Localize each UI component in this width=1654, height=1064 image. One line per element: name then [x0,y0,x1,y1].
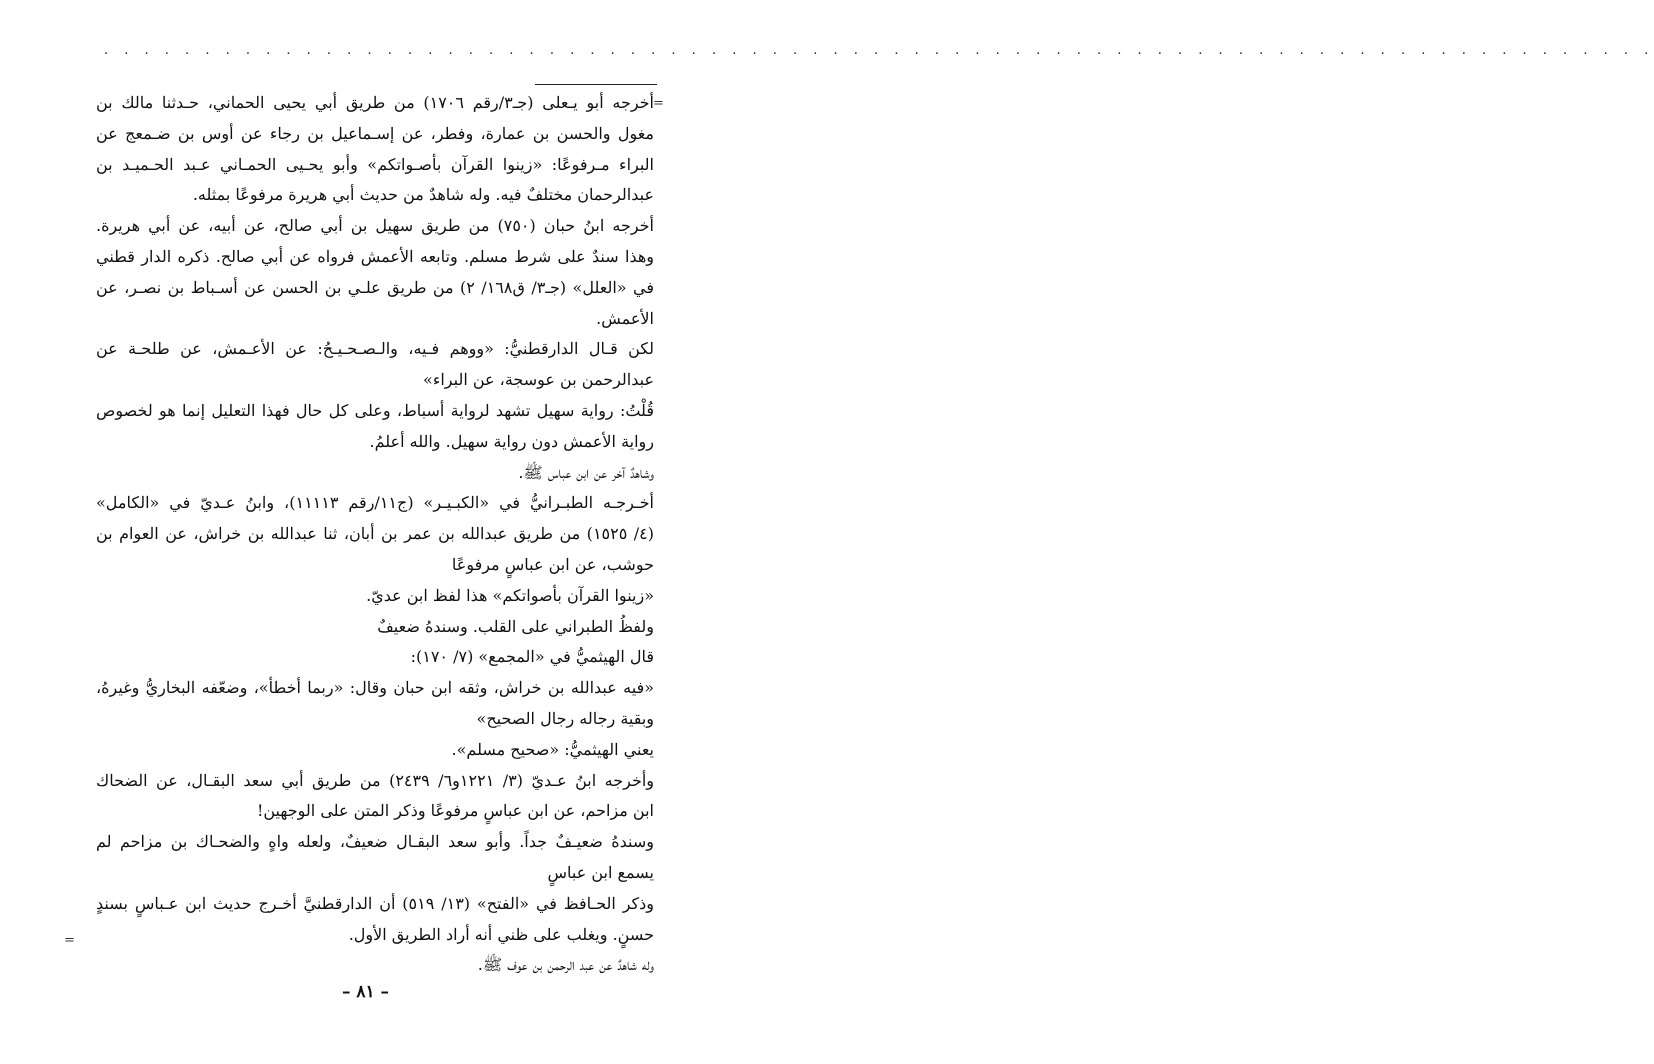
page-body-text [96,88,654,981]
text-line: حسنٍ. ويغلب على ظني أنه أراد الطريق الأول. [348,924,654,944]
text-line: حوشب، عن ابن عباسٍ مرفوعًا [451,554,654,574]
text-line: وأخرجه ابنُ عـديّ (٣/ ١٢٢١و٦/ ٢٤٣٩) من طريق أبي سعد البقـال، عن الضحاك [96,770,655,790]
text-line: في «العلل» (جـ٣/ ق١٦٨/ ٢) من طريق علـي بن الحسن عن أسـباط بن نصـر، عن [96,277,654,297]
header-dotted-rule: . . . . . . . . . . . . . . . . . . . . . . . . . . . . . . . . . . . . . . . . . . . . . . . . . . . . . . . . . . . . . . . . . . . . . . . . . . . . . [104,43,1654,58]
text-line: وذكر الحـافظ في «الفتح» (١٣/ ٥١٩) أن الدارقطنيَّ أخـرج حديث ابن عـباسٍ بسندٍ [96,893,655,913]
text-line: لكن قـال الدارقطنيُّ: «ووهم فـيه، والـصـحـيـحُ: عن الأعـمش، عن طلحـة عن [96,339,654,359]
text-line: البراء مـرفوعًا: «زينوا القرآن بأصـواتكم» وأبو يحـيى الحمـاني عـبد الحـميـد بن [96,154,655,174]
text-line: وسندهُ ضعيـفٌ جداً. وأبو سعد البقـال ضعيفٌ، ولعله واهٍ والضحـاك بن مزاحم لم [96,832,654,852]
page-number: – ٨١ – [341,982,390,1002]
continuation-mark: = [64,933,75,948]
text-line: وشاهدٌ آخر عن ابن عباس ﷺ. [518,462,654,482]
text-line: أخـرجـه الطبـرانيُّ في «الكبـيـر» (ج١١/رقم ١١١١٣)، وابنُ عـديّ في «الكامل» [96,493,654,513]
text-line: عبدالرحمان مختلفٌ فيه. وله شاهدٌ من حديث أبي هريرة مرفوعًا بمثله. [192,185,654,205]
text-line: «زينوا القرآن بأصواتكم» هذا لفظ ابن عديّ. [366,585,654,605]
text-line: قُلْتُ: رواية سهيل تشهد لرواية أسباط، وعلى كل حال فهذا التعليل إنما هو لخصوص [96,400,654,420]
text-line: يعني الهيثميُّ: «صحيح مسلم». [451,739,654,759]
text-line: يسمع ابن عباسٍ [547,862,654,882]
text-line: أخرجه ابنُ حبان (٧٥٠) من طريق سهيل بن أبي صالح، عن أبيه، عن أبي هريرة. [96,216,655,236]
text-line: مغول والحسن بن عمارة، وفطر، عن إسـماعيل بن رجاء عن أوس بن ضـمعج عن [96,123,654,143]
text-line: أخرجه أبو يـعلى (جـ٣/رقم ١٧٠٦) من طريق أبي يحيى الحماني، حـدثنا مالك بن [96,93,654,112]
text-line: وبقية رجاله رجال الصحيح» [476,708,654,728]
text-line: رواية الأعمش دون رواية سهيل. والله أعلمُ. [369,431,654,451]
text-line: وله شاهدٌ عن عبد الرحمن بن عوف ﷺ. [477,955,654,975]
text-line: «فيه عبدالله بن خراش، وثقه ابن حبان وقال: «ربما أخطأ»، وضعّفه البخاريُّ وغيرهُ، [96,678,654,698]
text-line: قال الهيثميُّ في «المجمع» (٧/ ١٧٠): [410,647,654,667]
footnote-separator-line [535,84,657,85]
text-line: الأعمش. [596,308,654,328]
continuation-mark: = [653,96,664,111]
text-line: عبدالرحمن بن عوسجة، عن البراء» [423,370,654,390]
text-line: وهذا سندٌ على شرط مسلم. وتابعه الأعمش فرواه عن أبي صالح. ذكره الدار قطني [96,246,654,266]
text-line: (٤/ ١٥٢٥) من طريق عبدالله بن عمر بن أبان، ثنا عبدالله بن خراش، عن العوام بن [96,524,655,544]
text-line: ولفظُ الطبراني على القلب. وسندهُ ضعيفٌ [377,616,654,636]
text-line: ابن مزاحم، عن ابن عباسٍ مرفوعًا وذكر المتن على الوجهين! [256,801,654,821]
